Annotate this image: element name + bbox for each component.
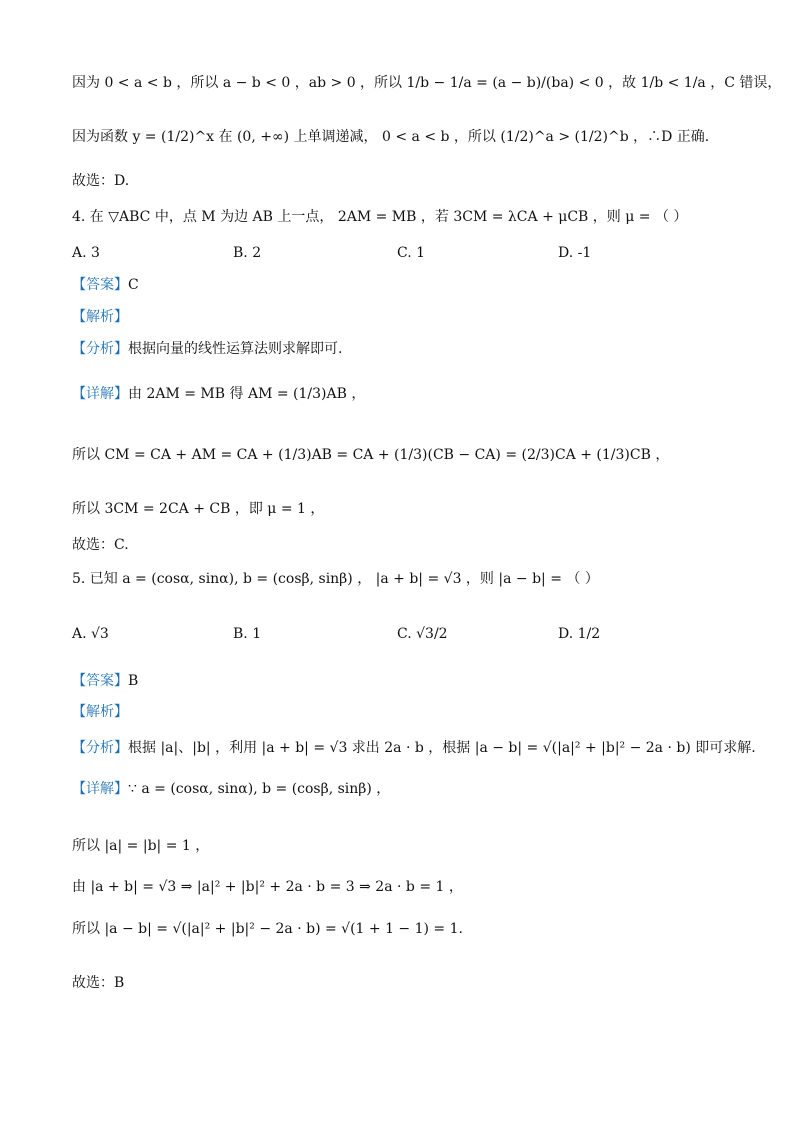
answer-4 (72, 276, 139, 294)
answer-5 (72, 672, 138, 690)
fenxi-text: 根据 |a|、|b| ，利用 |a + b| = √3 求出 2a · b ，根据 |a − b| = √(|a|² + |b|² − 2a · b) 即可求解. (128, 740, 756, 756)
answer-tag: 【答案】 (72, 277, 128, 293)
xiangjie-tag: 【详解】 (72, 781, 128, 797)
analysis-tag-4: 【解析】 (72, 309, 128, 325)
q5-option-c: C. √3/2 (397, 626, 448, 642)
q5-option-d: D. 1/2 (558, 626, 601, 642)
derivation-5b: 由 |a + b| = √3 ⇒ |a|² + |b|² + 2a · b = 3 ⇒ 2a · b = 1 ， (72, 879, 463, 895)
solution-line-c: 因为 0 < a < b ，所以 a − b < 0 ，ab > 0 ，所以 1/b − 1/a = (a − b)/(ba) < 0 ，故 1/b < 1/a ，C 错误， (72, 75, 782, 91)
question-4: 4. 在 ▽ABC 中，点 M 为边 AB 上一点， 2AM = MB ，若 3CM = λCA + μCB ，则 μ = （ ） (72, 209, 688, 225)
fenxi-text: 根据向量的线性运算法则求解即可. (128, 341, 343, 357)
q5-option-b: B. 1 (233, 626, 262, 642)
fenxi-tag: 【分析】 (72, 740, 128, 756)
choose-b: 故选：B (72, 975, 125, 991)
derivation-4a: 所以 CM = CA + AM = CA + (1/3)AB = CA + (1/3)(CB − CA) = (2/3)CA + (1/3)CB ， (72, 447, 670, 463)
xiangjie-4 (72, 385, 365, 403)
q4-option-c: C. 1 (397, 245, 426, 261)
answer-tag: 【答案】 (72, 673, 128, 689)
xiangjie-tag: 【详解】 (72, 386, 128, 402)
q4-option-a: A. 3 (72, 245, 100, 261)
xiangjie-text: ∵ a = (cosα, sinα), b = (cosβ, sinβ) ， (128, 781, 391, 797)
q5-option-a: A. √3 (72, 626, 109, 642)
derivation-5c: 所以 |a − b| = √(|a|² + |b|² − 2a · b) = √(1 + 1 − 1) = 1. (72, 921, 463, 937)
answer-value: B (128, 673, 139, 689)
answer-value: C (128, 277, 139, 293)
q4-option-d: D. -1 (558, 245, 592, 261)
xiangjie-5 (72, 780, 390, 798)
fenxi-tag: 【分析】 (72, 341, 128, 357)
derivation-4b: 所以 3CM = 2CA + CB ，即 μ = 1 ， (72, 501, 325, 517)
fenxi-5 (72, 739, 756, 757)
derivation-5a: 所以 |a| = |b| = 1 ， (72, 838, 210, 854)
analysis-tag-5: 【解析】 (72, 704, 128, 720)
q4-option-b: B. 2 (233, 245, 262, 261)
question-5: 5. 已知 a = (cosα, sinα), b = (cosβ, sinβ) ， |a + b| = √3 ，则 |a − b| = （ ） (72, 571, 599, 587)
choose-d: 故选：D. (72, 173, 130, 189)
xiangjie-text: 由 2AM = MB 得 AM = (1/3)AB ， (128, 386, 366, 402)
choose-c: 故选：C. (72, 537, 129, 553)
fenxi-4 (72, 340, 342, 358)
solution-line-d: 因为函数 y = (1/2)^x 在 (0, +∞) 上单调递减， 0 < a < b ，所以 (1/2)^a > (1/2)^b ，∴D 正确． (72, 129, 719, 145)
